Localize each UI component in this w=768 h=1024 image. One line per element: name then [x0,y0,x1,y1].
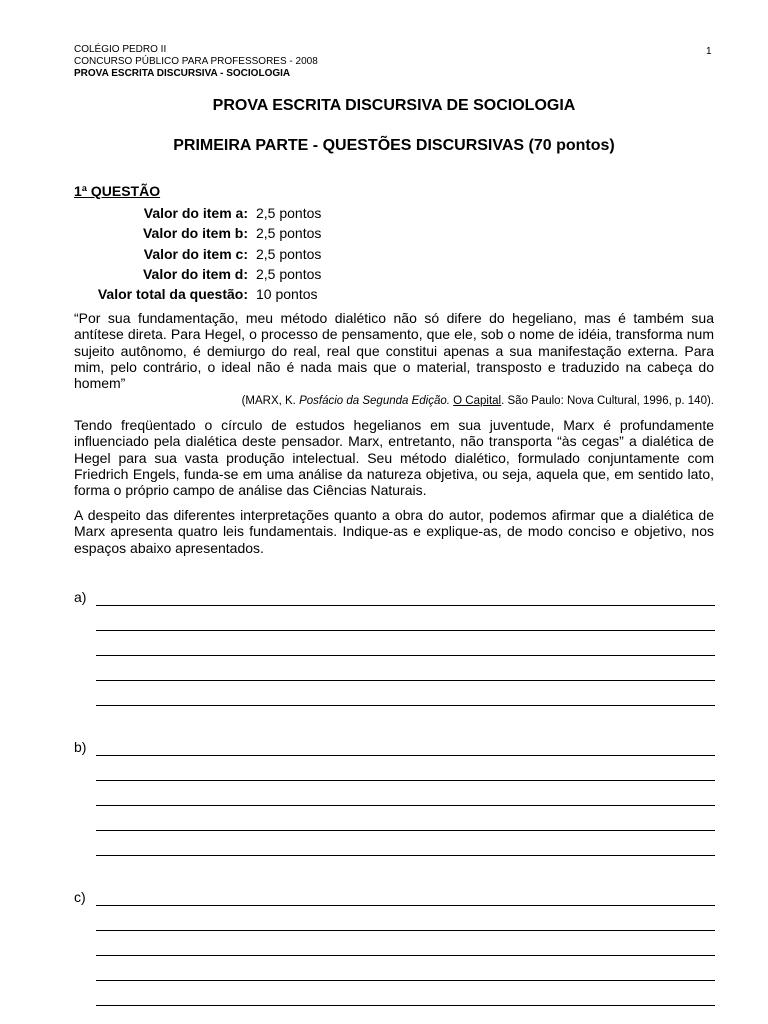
answer-line[interactable] [96,705,715,706]
item-value: 2,5 pontos [256,266,322,283]
item-value-label: Valor do item d: [142,266,248,283]
header-exam: PROVA ESCRITA DISCURSIVA - SOCIOLOGIA [74,68,291,79]
total-value: 10 pontos [256,286,318,303]
answer-line[interactable] [96,605,715,606]
item-value-label: Valor do item a: [143,205,248,222]
answer-label-b: b) [74,739,87,755]
answer-line[interactable] [96,955,715,956]
item-value-row [74,223,321,243]
answer-label-c: c) [74,889,86,905]
quote-citation [242,395,714,407]
header-school: COLÉGIO PEDRO II [74,44,167,55]
answer-line[interactable] [96,680,715,681]
answer-line[interactable] [96,855,715,856]
answer-line[interactable] [96,755,715,756]
page-number: 1 [706,46,712,57]
item-value-row [74,244,321,264]
answer-line[interactable] [96,655,715,656]
answer-label-a: a) [74,589,87,605]
citation-work-title: Posfácio da Segunda Edição. [299,395,450,407]
item-value-row [74,203,321,223]
answer-line[interactable] [96,980,715,981]
answer-line[interactable] [96,780,715,781]
answer-line[interactable] [96,830,715,831]
answer-line[interactable] [96,805,715,806]
item-value-row [74,264,321,284]
total-value-label: Valor total da questão: [97,286,248,303]
instruction-paragraph: A despeito das diferentes interpretações quanto a obra do autor, podemos afirmar que a dialética de Marx apresenta quatro leis fundamentais. Indique-as e explique-as, de modo conciso e objetivo, nos espaços abaixo apresentados. [74,507,714,556]
citation-book-title: O Capital [453,395,502,407]
answer-line[interactable] [96,905,715,906]
answer-line[interactable] [96,1005,715,1006]
item-value-row [74,284,321,304]
question-label: 1ª QUESTÃO [74,183,161,199]
page-title: PROVA ESCRITA DISCURSIVA DE SOCIOLOGIA [212,97,576,114]
item-value: 2,5 pontos [256,245,322,262]
item-value-label: Valor do item b: [142,225,248,242]
item-value: 2,5 pontos [256,225,322,242]
header-contest: CONCURSO PÚBLICO PARA PROFESSORES - 2008 [74,56,318,67]
answer-line[interactable] [96,930,715,931]
citation-author: (MARX, K. [241,395,300,407]
context-paragraph: Tendo freqüentado o círculo de estudos hegelianos em sua juventude, Marx é profundamente influenciado pela dialética deste pensador. Marx, entretanto, não transporta “às cegas” a dialética de Hegel para sua vasta produção intelectual. Seu método dialético, formulado conjuntamente com Friedrich Engels, funda-se em uma análise da natureza objetiva, ou seja, aquela que, em sentido lato, forma o próprio campo de análise das Ciências Naturais. [74,417,714,499]
marx-quote: “Por sua fundamentação, meu método dialético não só difere do hegeliano, mas é também sua antítese direta. Para Hegel, o processo de pensamento, que ele, sob o nome de idéia, transforma num sujeito autônomo, é demiurgo do real, real que constitui apenas a sua manifestação externa. Para mim, pelo contrário, o ideal não é nada mais que o material, transposto e traduzido na cabeça do homem” [74,310,714,392]
document-header [74,44,318,80]
item-value: 2,5 pontos [256,205,322,222]
page-subtitle: PRIMEIRA PARTE - QUESTÕES DISCURSIVAS (70 pontos) [173,137,615,154]
item-values-table [74,203,321,304]
answer-line[interactable] [96,630,715,631]
citation-publisher: . São Paulo: Nova Cultural, 1996, p. 140). [501,395,714,407]
item-value-label: Valor do item c: [143,245,248,262]
